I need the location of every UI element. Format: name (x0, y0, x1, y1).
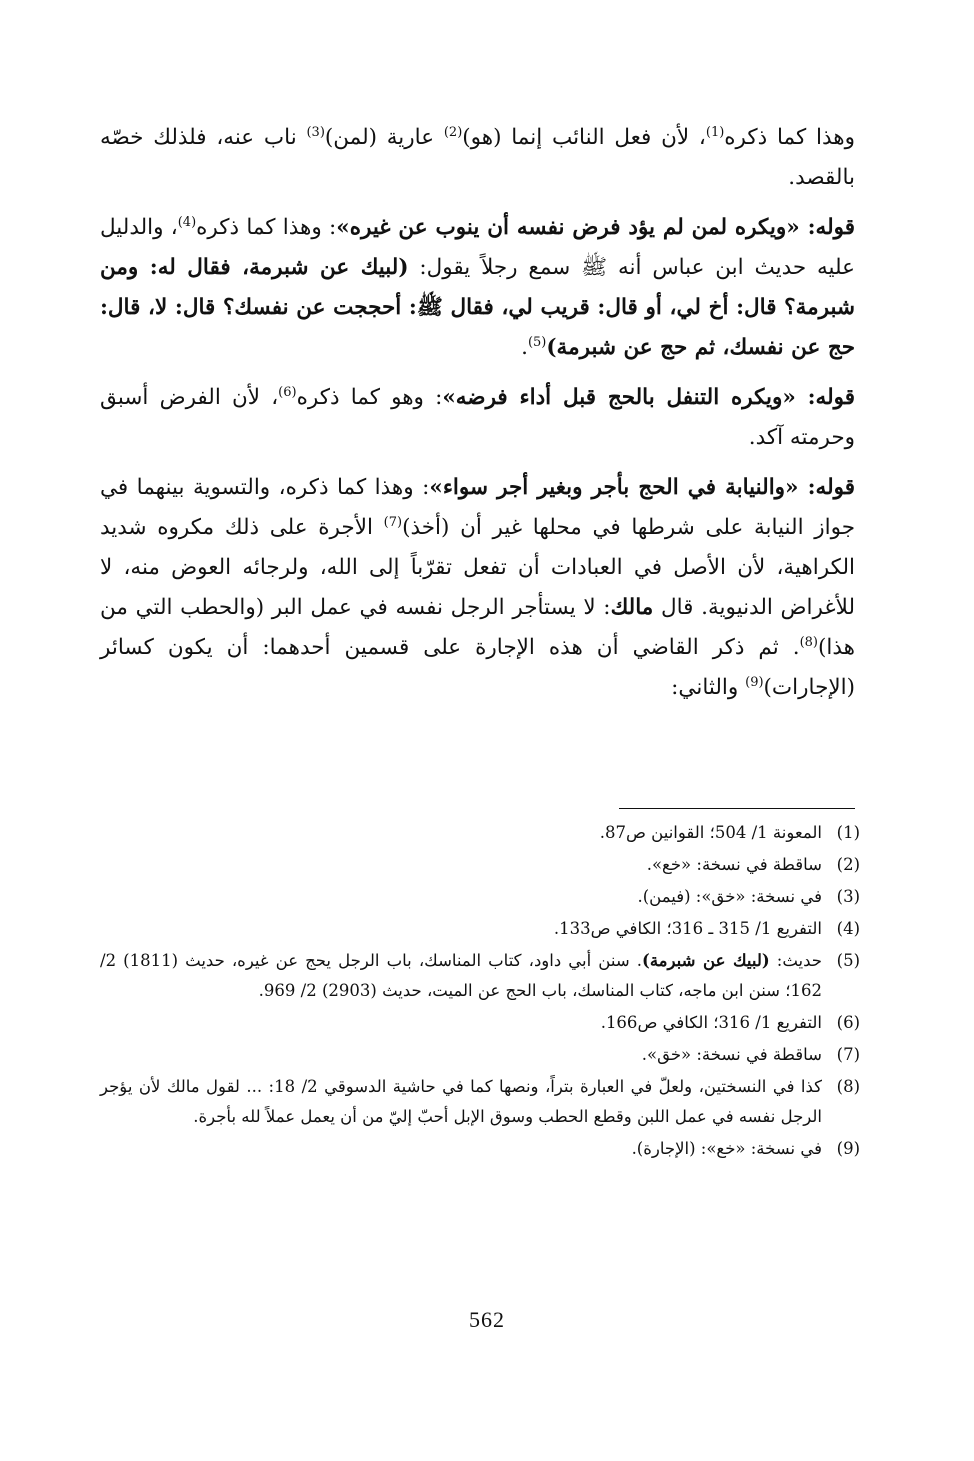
footnote-divider (619, 808, 855, 809)
name-bold: مالك (610, 595, 654, 620)
text-run: ناب عنه، فلذلك خصّه بالقصد. (100, 125, 855, 190)
footnote-ref[interactable]: (9) (745, 674, 764, 690)
footnote-number: (6) (836, 1013, 860, 1032)
footnote-ref[interactable]: (3) (306, 124, 325, 140)
paragraph-2 (100, 208, 855, 368)
paragraph-4 (100, 468, 855, 708)
footnote-text: كذا في النسختين، ولعلّ في العبارة بتراً، ونصها كما في حاشية الدسوقي 2/ 18: ... لقول مالك لأن يؤجر الرجل نفسه في عمل اللبن وقطع الحطب وسوق الإبل أحبّ إليّ من أن يعمل عملاً لله بأجرة. (100, 1077, 822, 1126)
text-run: عارية (لمن) (324, 125, 444, 150)
footnote-number: (3) (836, 887, 860, 906)
footnote-item (100, 946, 860, 1006)
main-text (100, 118, 855, 718)
footnote-number: (9) (836, 1139, 860, 1158)
footnote-number: (5) (836, 951, 860, 970)
footnote-text: في نسخة: «خق»: (فيمن). (637, 887, 822, 906)
footnote-number: (1) (836, 823, 860, 842)
paragraph-lead: قوله: «والنيابة في الحج بأجر وبغير أجر سواء» (429, 475, 856, 500)
footnote-item (100, 1134, 860, 1164)
footnote-ref[interactable]: (2) (443, 124, 463, 140)
paragraph-lead: قوله: «ويكره التنفل بالحج قبل أداء فرضه» (442, 385, 856, 410)
text-run: ، والدليل عليه حديث ابن عباس أنه ﷺ سمع رجلاً يقول: (100, 215, 855, 280)
footnote-bold: (لبيك عن شبرمة) (642, 951, 770, 970)
footnote-number: (4) (836, 919, 860, 938)
paragraph-1 (100, 118, 855, 198)
footnote-item (100, 882, 860, 912)
text-run: ، لأن فعل النائب إنما (هو) (462, 125, 706, 150)
footnote-item (100, 850, 860, 880)
footnote-text: التفريع 1/ 315 ـ 316؛ الكافي ص133. (553, 919, 822, 938)
footnote-item (100, 1040, 860, 1070)
hadith-quote: (لبيك عن شبرمة، فقال له: ومن شبرمة؟ قال: أخ لي، أو قال: قريب لي، فقال ﷺ: أحججت عن نفسك؟ قال: لا، قال: حج عن نفسك، ثم حج عن شبرمة) (100, 255, 855, 360)
paragraph-lead: قوله: «ويكره لمن لم يؤد فرض نفسه أن ينوب عن غيره» (336, 215, 855, 240)
footnote-item (100, 914, 860, 944)
footnote-number: (2) (836, 855, 860, 874)
footnote-text: ساقطة في نسخة: «خع». (646, 855, 822, 874)
footnote-text: التفريع 1/ 316؛ الكافي ص166. (600, 1013, 822, 1032)
footnote-ref[interactable]: (7) (383, 514, 403, 530)
text-run: : لا يستأجر الرجل نفسه في عمل البر (والحطب التي من هذا) (100, 595, 855, 660)
footnote-ref[interactable]: (8) (799, 634, 818, 650)
page-number: 562 (469, 1307, 505, 1332)
footnote-number: (8) (836, 1077, 860, 1096)
text-run: الأجرة على ذلك مكروه شديد الكراهية، لأن الأصل في العبادات أن تفعل تقرّباً إلى الله، ولرجائه العوض منه، لا للأغراض الدنيوية. قال (100, 515, 855, 620)
footnote-text (100, 946, 822, 1006)
text-run: . ثم ذكر القاضي أن هذه الإجارة على قسمين أحدهما: أن يكون كسائر (الإجارات) (100, 635, 855, 700)
text-run: : وهذا كما ذكره (196, 215, 337, 240)
footnote-item (100, 1072, 860, 1132)
footnote-number: (7) (836, 1045, 860, 1064)
paragraph-3 (100, 378, 855, 458)
footnote-item (100, 1008, 860, 1038)
text-run: . (521, 335, 528, 360)
footnote-prefix: حديث: (769, 951, 823, 970)
footnote-ref[interactable]: (5) (527, 334, 547, 350)
footnote-text: ساقطة في نسخة: «خق». (641, 1045, 822, 1064)
footnote-text: المعونة 1/ 504؛ القوانين ص87. (599, 823, 822, 842)
text-run: : وهو كما ذكره (296, 385, 443, 410)
footnote-text: في نسخة: «خع»: (الإجارة). (631, 1139, 822, 1158)
footnote-body: . سنن أبي داود، كتاب المناسك، باب الرجل يحج عن غيره، حديث (1811) 2/ 162؛ سنن ابن ماجه، كتاب المناسك، باب الحج عن الميت، حديث (2903) 2/ 969. (100, 951, 822, 1000)
text-run: وهذا كما ذكره (724, 125, 855, 150)
footnote-ref[interactable]: (1) (705, 124, 725, 140)
text-run: ، لأن الفرض أسبق وحرمته آكد. (100, 385, 855, 450)
text-run: : وهذا كما ذكره، والتسوية بينهما في جواز النيابة على شرطها في محلها غير أن (أخذ) (100, 475, 855, 540)
footnote-ref[interactable]: (6) (278, 384, 297, 400)
footnotes (100, 818, 860, 1166)
footnote-item (100, 818, 860, 848)
text-run: والثاني: (671, 675, 746, 700)
footnote-ref[interactable]: (4) (177, 214, 197, 230)
